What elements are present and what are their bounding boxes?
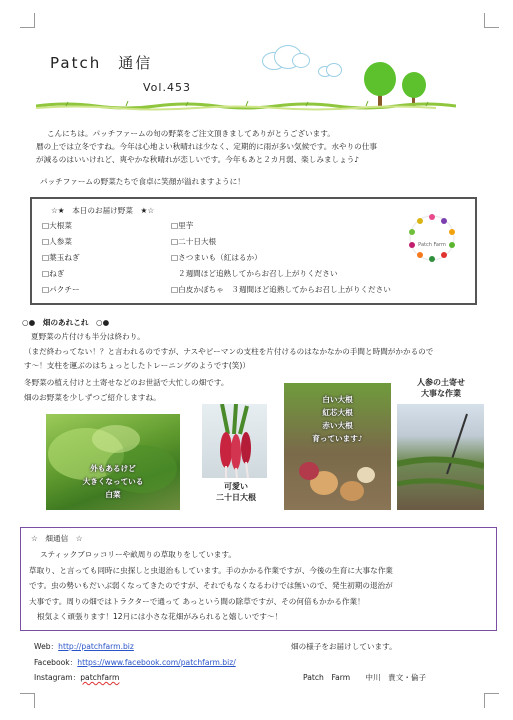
corner-mark-tl: [20, 13, 35, 28]
radish-photo: [202, 404, 267, 478]
news-line: 根気よく頑張ります！12月には小さな花畑がみられると嬉しいです〜！: [37, 612, 283, 621]
caption-line: 大事な作業: [421, 389, 461, 398]
delivery-item: □里芋: [171, 221, 194, 230]
instagram-label: Instagram：: [34, 673, 81, 682]
caption-line: 外もあるけど: [90, 464, 136, 473]
issue-number: Vol.453: [143, 81, 191, 94]
intro-line-2: 暦の上では立冬ですね。今年は心地よい秋晴れは少なく、定期的に雨が多い気候です。水やりの仕事: [36, 142, 377, 151]
facebook-row: [34, 658, 236, 668]
field-line: す〜！支柱を運ぶのはちょっとしたトレーニングのようです(笑)）: [24, 361, 250, 370]
delivery-item: □葉玉ねぎ: [42, 253, 80, 262]
carrot-caption: [396, 377, 486, 399]
intro-line-4: パッチファームの野菜たちで食卓に笑顔が溢れますように！: [40, 177, 245, 186]
field-heading: ○● 畑のあれこれ ○●: [22, 318, 110, 327]
radish-caption: [196, 481, 276, 503]
caption-line: 白菜: [105, 490, 121, 499]
delivery-item: □パクチー: [42, 285, 80, 294]
caption-line: 白い大根: [322, 395, 353, 404]
facebook-label: Facebook：: [34, 658, 78, 667]
news-line: です。虫の勢いもだいぶ弱くなってきたのですが、それでもなくなるわけでは無いので、発生初期の退治が: [29, 581, 393, 590]
carrot-field-photo: [397, 404, 484, 510]
grass-divider: [36, 98, 456, 112]
corner-mark-bl: [20, 693, 35, 708]
logo-text: Patch Farm: [418, 242, 446, 248]
caption-line: 紅芯大根: [322, 408, 353, 417]
delivery-note: □白皮かぼちゃ ３週間ほど追熟してからお召し上がりください: [171, 285, 391, 294]
corner-mark-br: [484, 693, 499, 708]
caption-line: 大きくなっている: [82, 477, 144, 486]
page-title: Patch 通信: [50, 54, 153, 72]
field-line: 冬野菜の植え付けと土寄せなどのお世話で大忙しの畑です。: [24, 378, 229, 387]
news-line: 大事です。周りの畑ではトラクターで通って あっという間の除草ですが、その何倍もかかる作業！: [29, 597, 365, 606]
caption-line: 育っています♪: [312, 434, 363, 443]
intro-line-3: が減るのはいいけれど、爽やかな秋晴れが恋しいです。今年もあと２カ月弱、楽しみましょう♪: [36, 155, 360, 164]
caption-line: 人参の土寄せ: [417, 378, 465, 387]
field-line: 畑のお野菜を少しずつご紹介しますね。: [24, 393, 161, 402]
corner-mark-tr: [484, 13, 499, 28]
patch-farm-logo: [404, 210, 460, 266]
web-label: Web：: [34, 642, 59, 651]
instagram-row: [34, 673, 119, 683]
news-line: 草取り、と言っても同時に虫探しと虫退治もしています。手のかかる作業ですが、今後の生育に大事な作業: [29, 566, 393, 575]
delivery-item: □人参菜: [42, 237, 72, 246]
field-line: 夏野菜の片付けも半分は終わり。: [31, 332, 145, 341]
caption-line: 二十日大根: [216, 493, 256, 502]
hakusai-caption: [46, 462, 180, 501]
web-link[interactable]: http://patchfarm.biz: [58, 642, 134, 651]
field-line: （まだ終わってない！？と言われるのですが、ナスやピーマンの支柱を片付けるのはなかなかの手間と時間がかかるので: [24, 347, 434, 356]
delivery-item: □ねぎ: [42, 269, 65, 278]
footer-note: 畑の様子をお届けしています。: [291, 642, 397, 651]
caption-line: 赤い大根: [322, 421, 353, 430]
facebook-link[interactable]: https://www.facebook.com/patchfarm.biz/: [77, 658, 236, 667]
daikon-caption: [284, 393, 391, 445]
delivery-heading: ☆★ 本日のお届け野菜 ★☆: [51, 206, 155, 215]
delivery-item: □大根菜: [42, 221, 72, 230]
delivery-item: □さつまいも（紅はるか）: [171, 253, 262, 262]
delivery-note: ２週間ほど追熟してからお召し上がりください: [178, 269, 338, 278]
delivery-item: □二十日大根: [171, 237, 217, 246]
footer-signature: Patch Farm 中川 貴文・倫子: [303, 673, 427, 682]
news-line: スティックブロッコリーや畝周りの草取りをしています。: [40, 550, 236, 559]
web-row: [34, 642, 134, 652]
caption-line: 可愛い: [224, 482, 248, 491]
instagram-handle: patchfarm: [80, 673, 120, 682]
intro-line-1: こんにちは。パッチファームの旬の野菜をご注文頂きましてありがとうございます。: [47, 129, 335, 138]
news-heading: ☆ 畑通信 ☆: [31, 534, 83, 543]
